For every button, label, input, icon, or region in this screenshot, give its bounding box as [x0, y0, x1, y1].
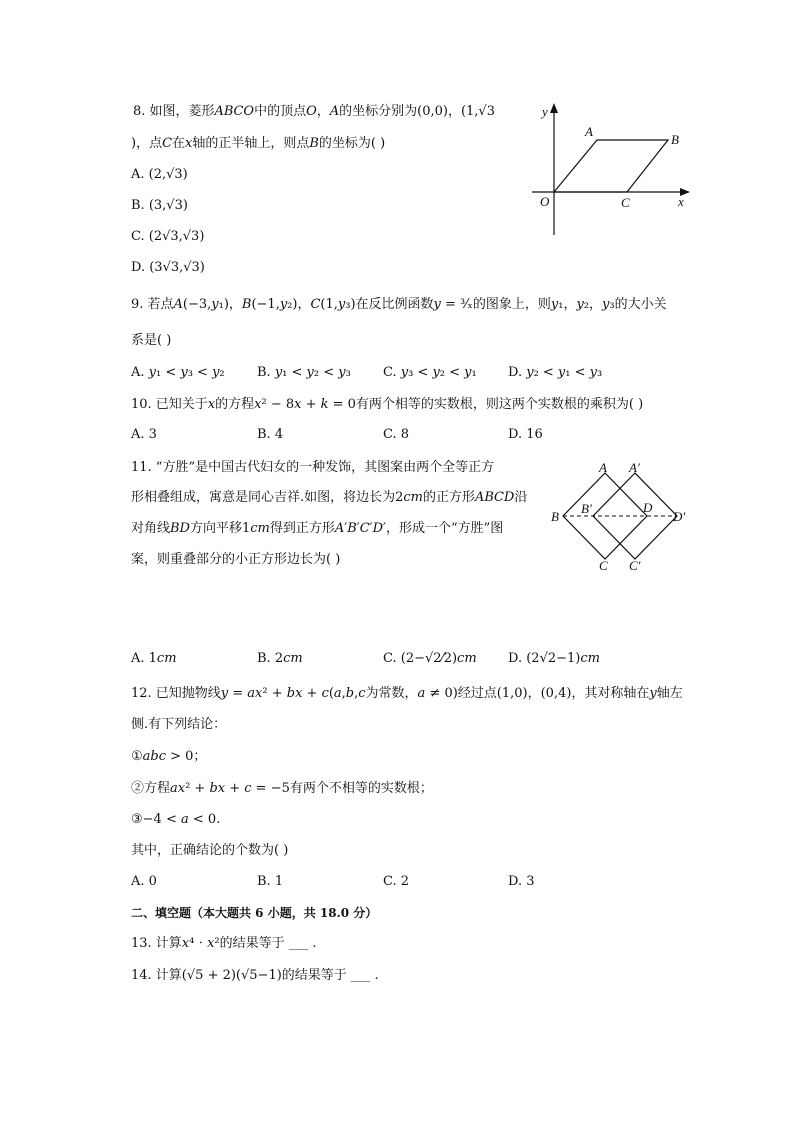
q8-option-a: A. (2,√3) [131, 167, 188, 182]
q12-conclusion-3: ③−4 < 𝑎 < 0. [131, 812, 221, 827]
q9-stem-line2: 系是( ) [131, 333, 172, 348]
label-b: B [671, 132, 679, 147]
y-axis-arrow [550, 103, 558, 113]
q9-option-d: D. 𝑦₂ < 𝑦₁ < 𝑦₃ [508, 365, 603, 380]
q13-stem: 13. 计算𝑥⁴ ⋅ 𝑥²的结果等于 ___ . [131, 936, 317, 951]
q12-option-a: A. 0 [131, 874, 157, 889]
q8-stem-line2: )，点𝐶在𝑥轴的正半轴上，则点𝐵的坐标为( ) [131, 136, 386, 151]
q9-stem-line1: 9. 若点𝐴(−3,𝑦₁)，𝐵(−1,𝑦₂)，𝐶(1,𝑦₃)在反比例函数𝑦 = ³⁄ₓ的图象上，则𝑦₁，𝑦₂，𝑦₃的大小关 [131, 297, 667, 312]
q11-stem-line2: 形相叠组成，寓意是同心吉祥.如图，将边长为2𝑐𝑚的正方形𝐴𝐵𝐶𝐷沿 [131, 490, 528, 505]
q10-option-b: B. 4 [257, 427, 284, 442]
label-y: y [542, 104, 548, 119]
label-b: B [551, 509, 559, 524]
q11-option-c: C. (2−√2⁄2)𝑐𝑚 [383, 651, 477, 666]
q8-option-b: B. (3,√3) [131, 198, 188, 213]
label-x: x [678, 194, 684, 209]
label-b-prime: B′ [581, 501, 592, 516]
q10-option-c: C. 8 [383, 427, 410, 442]
q14-stem: 14. 计算(√5 + 2)(√5−1)的结果等于 ___ . [131, 968, 379, 983]
rhombus-abco [554, 140, 668, 192]
label-c: C [621, 195, 630, 210]
q11-stem-line1: 11. “方胜”是中国古代妇女的一种发饰，其图案由两个全等正方 [131, 460, 495, 475]
q12-stem-line1: 12. 已知抛物线𝑦 = 𝑎𝑥² + 𝑏𝑥 + 𝑐(𝑎,𝑏,𝑐为常数，𝑎 ≠ 0)经过点(1,0)，(0,4)，其对称轴在𝑦轴左 [131, 686, 683, 701]
q9-option-b: B. 𝑦₁ < 𝑦₂ < 𝑦₃ [257, 365, 351, 380]
q10-stem: 10. 已知关于𝑥的方程𝑥² − 8𝑥 + 𝑘 = 0有两个相等的实数根，则这两个实数根的乘积为( ) [131, 397, 644, 412]
q8-option-c: C. (2√3,√3) [131, 229, 205, 244]
label-d-prime: D′ [673, 509, 686, 524]
q11-option-b: B. 2𝑐𝑚 [257, 651, 303, 666]
q10-option-d: D. 16 [508, 427, 543, 442]
label-a-prime: A′ [629, 460, 640, 475]
q10-option-a: A. 3 [131, 427, 157, 442]
q9-option-c: C. 𝑦₃ < 𝑦₂ < 𝑦₁ [383, 365, 477, 380]
label-o: O [540, 194, 550, 209]
label-a: A [585, 124, 593, 139]
q9-option-a: A. 𝑦₁ < 𝑦₃ < 𝑦₂ [131, 365, 225, 380]
label-c-prime: C′ [629, 558, 641, 573]
q8-option-d: D. (3√3,√3) [131, 260, 205, 275]
q8-rhombus-figure [520, 100, 700, 240]
q12-option-c: C. 2 [383, 874, 410, 889]
label-a: A [599, 460, 607, 475]
label-d: D [643, 500, 653, 515]
q11-stem-line3: 对角线𝐵𝐷方向平移1𝑐𝑚得到正方形𝐴′𝐵′𝐶′𝐷′，形成一个“方胜”图 [131, 521, 504, 536]
label-c: C [599, 558, 608, 573]
q11-stem-line4: 案，则重叠部分的小正方形边长为( ) [131, 552, 341, 567]
q11-option-d: D. (2√2−1)𝑐𝑚 [508, 651, 600, 666]
q11-option-a: A. 1𝑐𝑚 [131, 651, 177, 666]
q12-stem-line2: 侧.有下列结论： [131, 717, 227, 732]
q12-option-d: D. 3 [508, 874, 535, 889]
q12-conclusion-1: ①𝑎𝑏𝑐 > 0； [131, 749, 207, 764]
q12-option-b: B. 1 [257, 874, 284, 889]
q12-stem-line3: 其中，正确结论的个数为( ) [131, 843, 289, 858]
q8-stem-line1: 8. 如图，菱形𝐴𝐵𝐶𝑂中的顶点𝑂，𝐴的坐标分别为(0,0)，(1,√3 [133, 104, 495, 119]
q12-conclusion-2: ②方程𝑎𝑥² + 𝑏𝑥 + 𝑐 = −5有两个不相等的实数根； [131, 781, 433, 796]
section-title-fill-in: 二、填空题（本大题共 6 小题，共 18.0 分） [131, 906, 378, 920]
q11-fangsheng-figure [545, 455, 705, 580]
